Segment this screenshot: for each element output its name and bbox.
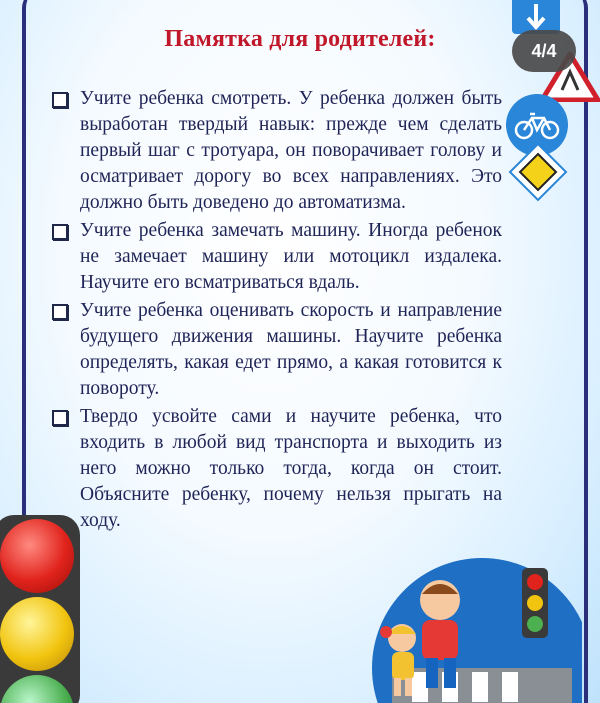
priority-road-sign-icon [508,142,568,202]
list-item [50,218,502,296]
list-item [50,298,502,402]
children-crossing-illustration [372,548,582,703]
list-item [50,404,502,534]
tips-list [50,86,502,536]
list-item-text: Твердо усвойте сами и научите ребенка, что входить в любой вид транспорта и выходить из него можно только тогда, когда он стоит. Объясните ребенку, почему нельзя прыгать на ходу. [80,406,502,531]
page-title: Памятка для родителей: [164,26,436,52]
checkbox-icon [52,304,68,320]
list-item-text: Учите ребенка смотреть. У ребенка должен быть выработан твердый навык: прежде чем сделать первый шаг с тротуара, он поворачивает голову и осматривает дорогу во всех направлениях. Это должно быть доведено до автоматизма. [80,88,502,213]
checkbox-icon [52,410,68,426]
traffic-light-icon [0,515,80,703]
list-item-text: Учите ребенка замечать машину. Иногда ребенок не замечает машину или мотоцикл издалека. Научите его всматриваться вдаль. [80,220,502,293]
checkbox-icon [52,224,68,240]
list-item [50,86,502,216]
list-item-text: Учите ребенка оценивать скорость и направление будущего движения машины. Научите ребенка определять, какая едет прямо, а какая готовится к повороту. [80,300,502,399]
checkbox-icon [52,92,68,108]
page-counter-badge: 4/4 [512,30,576,72]
